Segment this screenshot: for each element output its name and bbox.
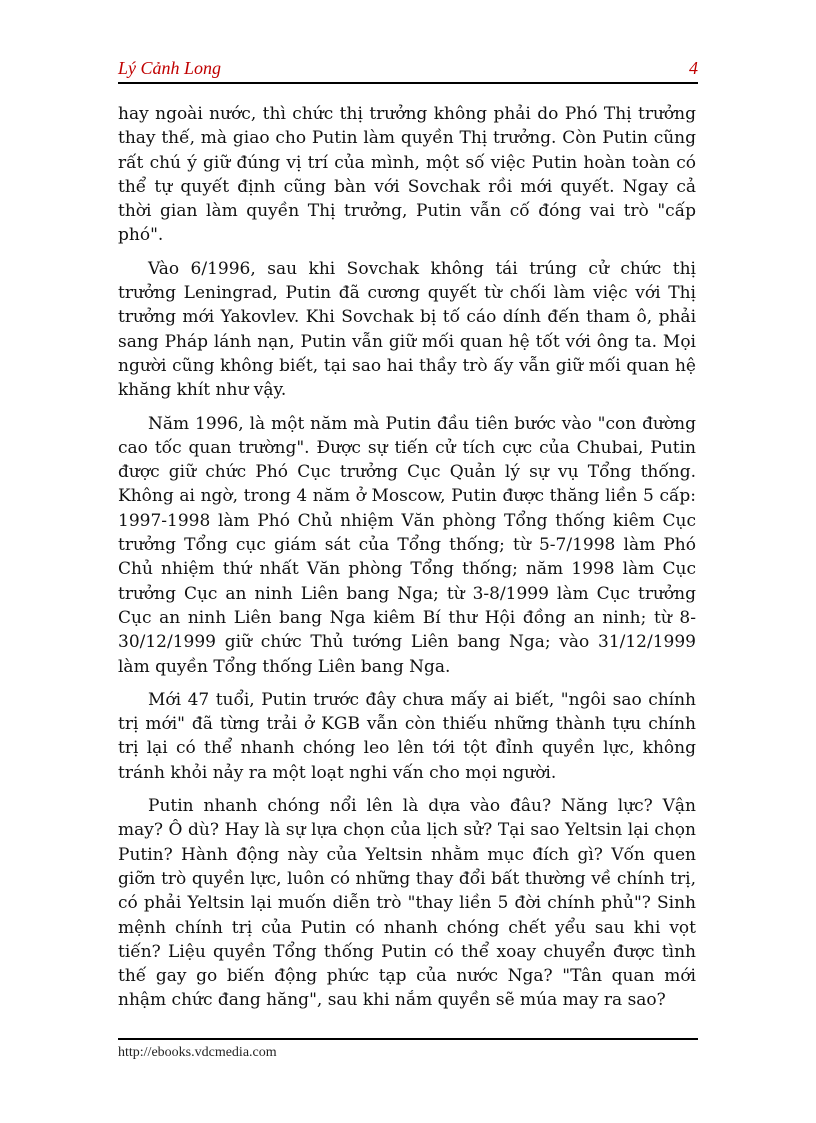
paragraph-5: Putin nhanh chóng nổi lên là dựa vào đâu? Năng lực? Vận may? Ô dù? Hay là sự lựa chọn của lịch sử? Tại sao Yeltsin lại chọn Putin? Hành động này của Yeltsin nhằm mục đích gì? Vốn quen giỡn trò quyền lực, luôn có những thay đổi bất thường về chính trị, có phải Yeltsin lại muốn diễn trò "thay liền 5 đời chính phủ"? Sinh mệnh chính trị của Putin có nhanh chóng chết yểu sau khi vọt tiến? Liệu quyền Tổng thống Putin có thể xoay chuyển được tình thế gay go biến động phức tạp của nước Nga? "Tân quan mới nhậm chức đang hăng", sau khi nắm quyền sẽ múa may ra sao? bbox=[118, 796, 696, 1011]
page-number: 4 bbox=[689, 58, 698, 78]
paragraph-1: hay ngoài nước, thì chức thị trưởng không phải do Phó Thị trưởng thay thế, mà giao cho Putin làm quyền Thị trưởng. Còn Putin cũng rất chú ý giữ đúng vị trí của mình, một số việc Putin hoàn toàn có thể tự quyết định cũng bàn với Sovchak rồi mới quyết. Ngay cả thời gian làm quyền Thị trưởng, Putin vẫn cố đóng vai trò "cấp phó". bbox=[118, 104, 696, 246]
header-rule bbox=[118, 82, 698, 84]
paragraph-2: Vào 6/1996, sau khi Sovchak không tái trúng cử chức thị trưởng Leningrad, Putin đã cương quyết từ chối làm việc với Thị trưởng mới Yakovlev. Khi Sovchak bị tố cáo dính đến tham ô, phải sang Pháp lánh nạn, Putin vẫn giữ mối quan hệ tốt với ông ta. Mọi người cũng không biết, tại sao hai thầy trò ấy vẫn giữ mối quan hệ khăng khít như vậy. bbox=[118, 258, 696, 401]
footer-rule bbox=[118, 1038, 698, 1040]
header-author: Lý Cảnh Long bbox=[118, 58, 222, 78]
page-header bbox=[118, 58, 698, 82]
body-text bbox=[118, 102, 696, 1022]
footer-url-link[interactable]: http://ebooks.vdcmedia.com bbox=[118, 1045, 277, 1060]
paragraph-3: Năm 1996, là một năm mà Putin đầu tiên bước vào "con đường cao tốc quan trường". Được sự tiến cử tích cực của Chubai, Putin được giữ chức Phó Cục trưởng Cục Quản lý sự vụ Tổng thống. Không ai ngờ, trong 4 năm ở Moscow, Putin được thăng liền 5 cấp: 1997-1998 làm Phó Chủ nhiệm Văn phòng Tổng thống kiêm Cục trưởng Tổng cục giám sát của Tổng thống; từ 5-7/1998 làm Phó Chủ nhiệm thứ nhất Văn phòng Tổng thống; năm 1998 làm Cục trưởng Cục an ninh Liên bang Nga; từ 3-8/1999 làm Cục trưởng Cục an ninh Liên bang Nga kiêm Bí thư Hội đồng an ninh; từ 8-30/12/1999 giữ chức Thủ tướng Liên bang Nga; vào 31/12/1999 làm quyền Tổng thống Liên bang Nga. bbox=[118, 413, 696, 677]
paragraph-4: Mới 47 tuổi, Putin trước đây chưa mấy ai biết, "ngôi sao chính trị mới" đã từng trải ở KGB vẫn còn thiếu những thành tựu chính trị lại có thể nhanh chóng leo lên tới tột đỉnh quyền lực, không tránh khỏi nảy ra một loạt nghi vấn cho mọi người. bbox=[118, 689, 696, 783]
